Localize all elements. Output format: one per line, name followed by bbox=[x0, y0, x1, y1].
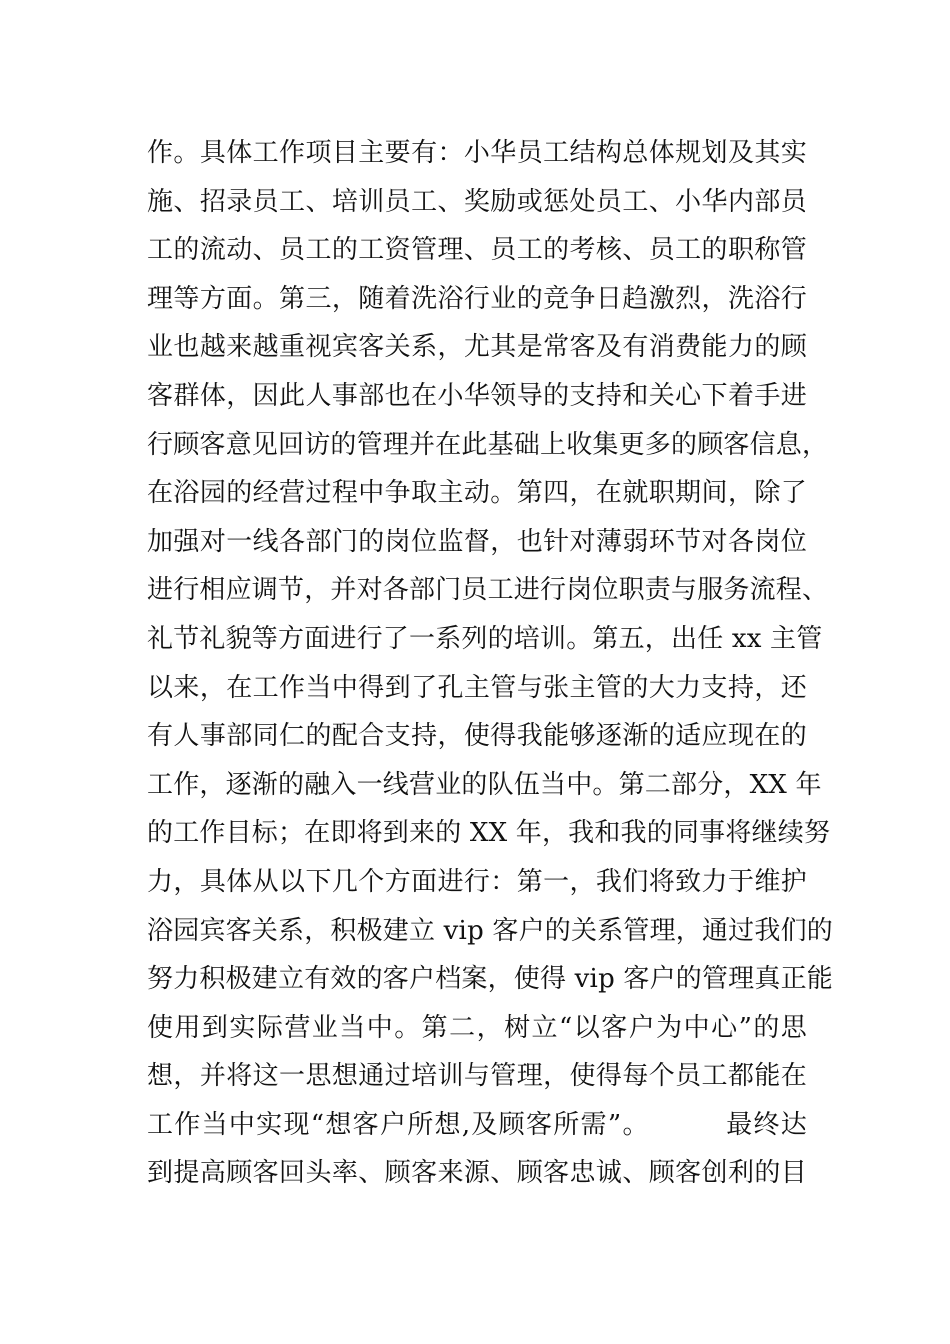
text-line: 在浴园的经营过程中争取主动。第四，在就职期间，除了 bbox=[147, 478, 807, 509]
body-text bbox=[147, 129, 833, 1198]
text-line: 到提高顾客回头率、顾客来源、顾客忠诚、顾客创利的目 bbox=[147, 1158, 807, 1189]
text-line: 工作当中实现“想客户所想,及顾客所需”。 最终达 bbox=[147, 1109, 807, 1140]
text-line: 力，具体从以下几个方面进行：第一，我们将致力于维护 bbox=[147, 866, 807, 897]
text-line: 作。具体工作项目主要有：小华员工结构总体规划及其实 bbox=[147, 138, 807, 168]
text-line: 施、招录员工、培训员工、奖励或惩处员工、小华内部员 bbox=[147, 186, 807, 217]
text-line: 礼节礼貌等方面进行了一系列的培训。第五，出任 xx 主管 bbox=[147, 623, 823, 654]
text-line: 工作，逐渐的融入一线营业的队伍当中。第二部分，XX 年 bbox=[147, 769, 822, 800]
text-line: 客群体，因此人事部也在小华领导的支持和关心下着手进 bbox=[147, 380, 807, 411]
text-line: 工的流动、员工的工资管理、员工的考核、员工的职称管 bbox=[147, 235, 807, 266]
text-line: 的工作目标；在即将到来的 XX 年，我和我的同事将继续努 bbox=[147, 818, 831, 849]
text-line: 有人事部同仁的配合支持，使得我能够逐渐的适应现在的 bbox=[147, 721, 807, 752]
text-line: 想，并将这一思想通过培训与管理，使得每个员工都能在 bbox=[147, 1061, 807, 1092]
text-line: 进行相应调节，并对各部门员工进行岗位职责与服务流程、 bbox=[147, 575, 829, 606]
text-line: 使用到实际营业当中。第二，树立“以客户为中心”的思 bbox=[147, 1012, 807, 1043]
text-line: 行顾客意见回访的管理并在此基础上收集更多的顾客信息， bbox=[147, 429, 829, 460]
text-line: 努力积极建立有效的客户档案，使得 vip 客户的管理真正能 bbox=[147, 964, 833, 995]
text-line: 理等方面。第三，随着洗浴行业的竞争日趋激烈，洗浴行 bbox=[147, 283, 807, 314]
text-line: 以来，在工作当中得到了孔主管与张主管的大力支持，还 bbox=[147, 672, 807, 703]
text-line: 浴园宾客关系，积极建立 vip 客户的关系管理，通过我们的 bbox=[147, 915, 833, 946]
text-line: 加强对一线各部门的岗位监督，也针对薄弱环节对各岗位 bbox=[147, 526, 807, 557]
text-line: 业也越来越重视宾客关系，尤其是常客及有消费能力的顾 bbox=[147, 332, 807, 363]
